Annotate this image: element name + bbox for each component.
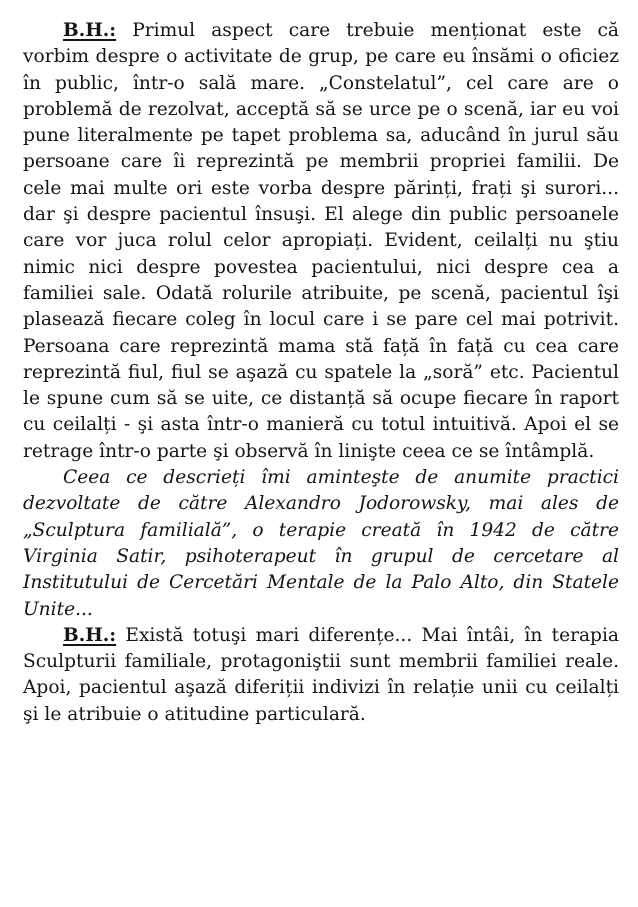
question-text: Ceea ce descrieți îmi aminteşte de anumite practici dezvoltate de către Alexandro Jodorowsky, mai ales de „Sculptura familială”, o terapie creată în 1942 de către Virginia Satir, psihoterapeut în grupul de cercetare al Institutului de Cercetări Mentale de la Palo Alto, din Statele Unite... — [23, 467, 619, 620]
paragraph-question — [23, 465, 619, 623]
paragraph-text: Primul aspect care trebuie menționat este că vorbim despre o activitate de grup, pe care eu însămi o oficiez în public, într-o sală mare. „Constelatul”, cel care are o problemă de rezolvat, acceptă să se urce pe o scenă, iar eu voi pune literalmente pe tapet problema sa, aducând în jurul său persoane care îi reprezintă pe membrii propriei familii. De cele mai multe ori este vorba despre părinți, frați şi surori... dar şi despre pacientul însuşi. El alege din public persoanele care vor juca rolul celor apropiați. Evident, ceilalți nu ştiu nimic nici despre povestea pacientului, nici despre cea a familiei sale. Odată rolurile atribuite, pe scenă, pacientul îşi plasează fiecare coleg în locul care i se pare cel mai potrivit. Persoana care reprezintă mama stă față în față cu cea care reprezintă fiul, fiul se aşază cu spatele la „soră” etc. Pacientul le spune cum să se uite, ce distanță să ocupe fiecare în raport cu ceilalți - şi asta într-o manieră cu totul intuitivă. Apoi el se retrage într-o parte şi observă în linişte ceea ce se întâmplă. — [23, 20, 619, 462]
speaker-label: B.H.: — [63, 20, 117, 41]
paragraph-text: Există totuşi mari diferențe... Mai întâi, în terapia Sculpturii familiale, protagoniştii sunt membrii familiei reale. Apoi, pacientul aşază diferiții indivizi în relație unii cu ceilalți şi le atribuie o atitudine particulară. — [23, 624, 619, 725]
speaker-label: B.H.: — [63, 624, 117, 646]
paragraph-answer-2 — [23, 623, 619, 728]
paragraph-answer-1 — [23, 18, 619, 465]
document-page — [23, 18, 619, 728]
